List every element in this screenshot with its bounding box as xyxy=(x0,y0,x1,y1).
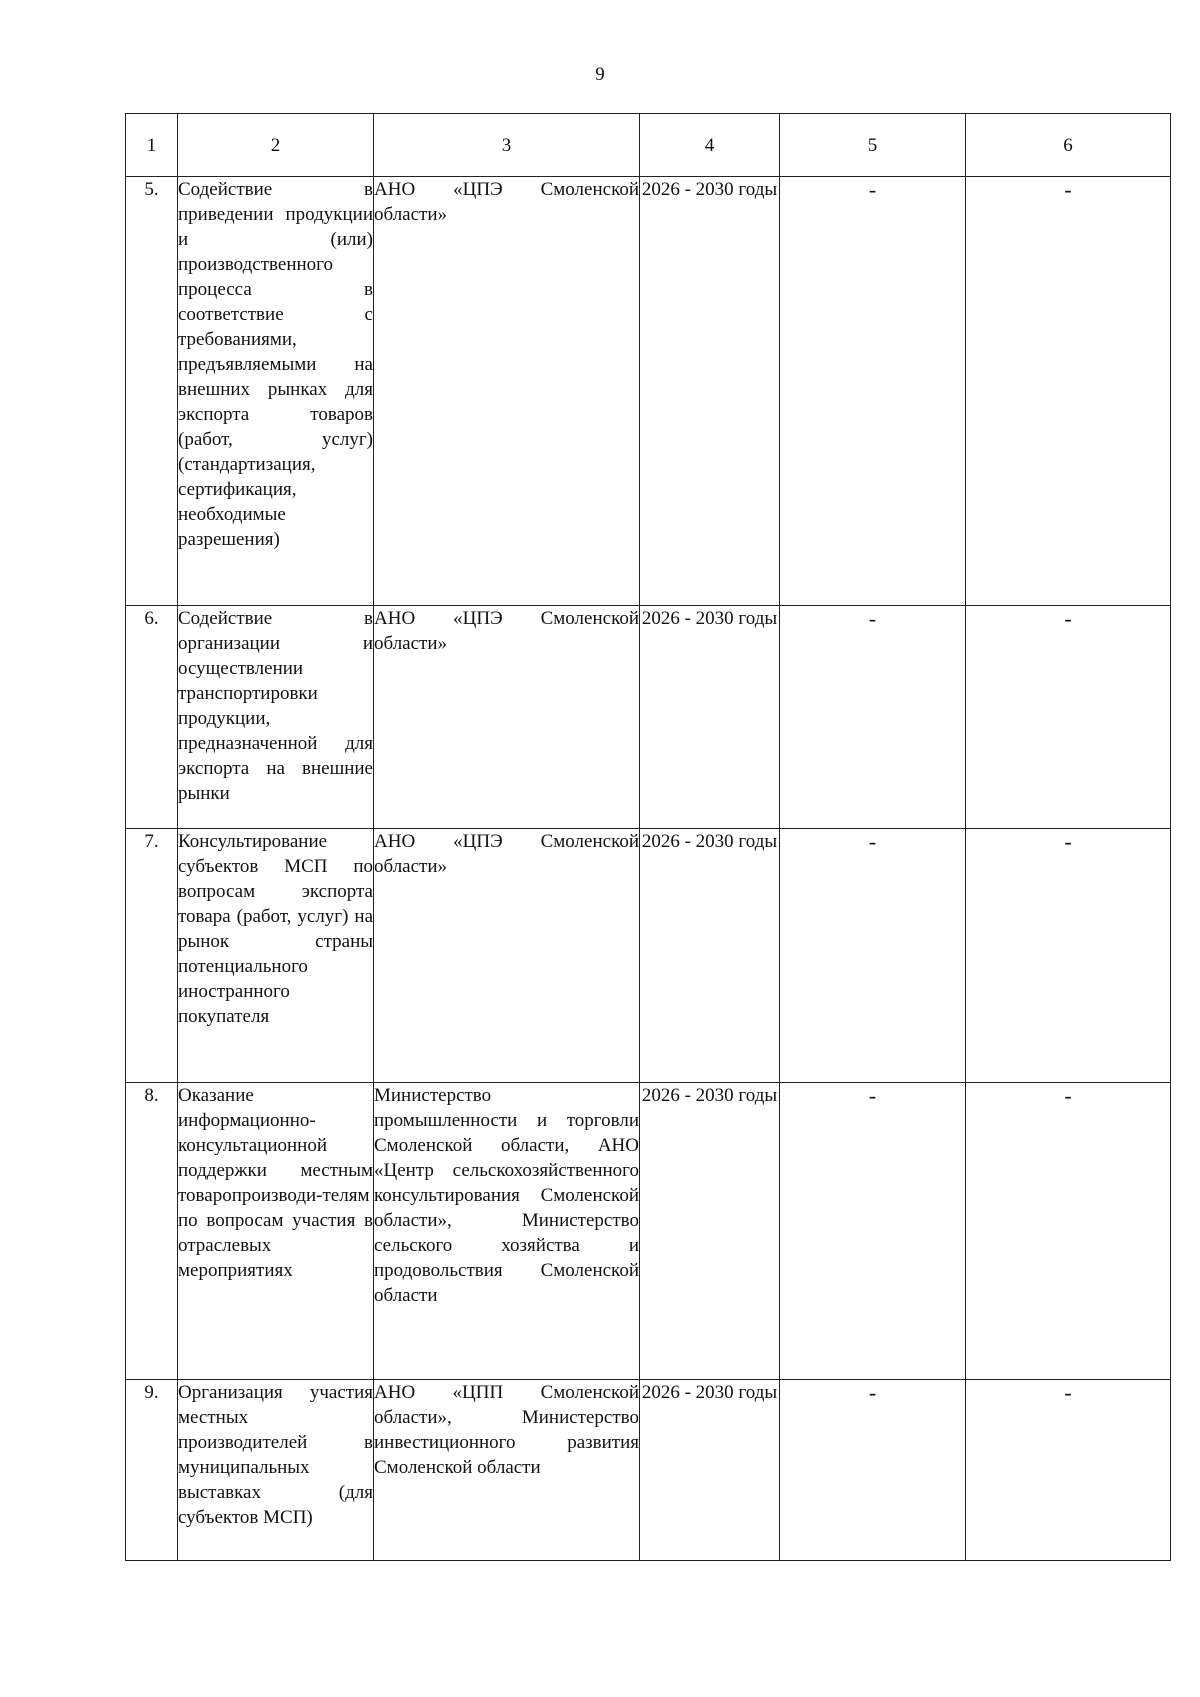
table-row xyxy=(126,177,1171,606)
header-col-4: 4 xyxy=(640,114,780,177)
col6-value: - xyxy=(966,1380,1171,1561)
measure-name: Содействие в организации и осуществлении транспортировки продукции, предназначенной для экспорта на внешние рынки xyxy=(178,606,374,829)
period: 2026 - 2030 годы xyxy=(640,1380,780,1561)
header-row xyxy=(126,114,1171,177)
col6-value: - xyxy=(966,177,1171,606)
row-number: 7. xyxy=(126,829,178,1083)
measures-table xyxy=(125,113,1171,1561)
col5-value: - xyxy=(780,177,966,606)
col6-value: - xyxy=(966,829,1171,1083)
responsible-org: АНО «ЦПЭ Смоленской области» xyxy=(374,829,640,1083)
header-col-3: 3 xyxy=(374,114,640,177)
header-col-1: 1 xyxy=(126,114,178,177)
col6-value: - xyxy=(966,606,1171,829)
responsible-org: АНО «ЦПЭ Смоленской области» xyxy=(374,177,640,606)
measure-name: Содействие в приведении продукции и (или) производственного процесса в соответствие с требованиями, предъявляемыми на внешних рынках для экспорта товаров (работ, услуг) (стандартизация, сертификация, необходимые разрешения) xyxy=(178,177,374,606)
header-col-2: 2 xyxy=(178,114,374,177)
measure-name: Консультирование субъектов МСП по вопросам экспорта товара (работ, услуг) на рынок страны потенциального иностранного покупателя xyxy=(178,829,374,1083)
col5-value: - xyxy=(780,606,966,829)
table-row xyxy=(126,1380,1171,1561)
col6-value: - xyxy=(966,1083,1171,1380)
responsible-org: АНО «ЦПЭ Смоленской области» xyxy=(374,606,640,829)
responsible-org: Министерство промышленности и торговли Смоленской области, АНО «Центр сельскохозяйственного консультирования Смоленской области», Министерство сельского хозяйства и продовольствия Смоленской области xyxy=(374,1083,640,1380)
table-row xyxy=(126,606,1171,829)
period: 2026 - 2030 годы xyxy=(640,177,780,606)
col5-value: - xyxy=(780,1380,966,1561)
header-col-5: 5 xyxy=(780,114,966,177)
measure-name: Оказание информационно-консультационной поддержки местным товаропроизводи-телям по вопросам участия в отраслевых мероприятиях xyxy=(178,1083,374,1380)
table-header xyxy=(126,114,1171,177)
header-col-6: 6 xyxy=(966,114,1171,177)
row-number: 9. xyxy=(126,1380,178,1561)
col5-value: - xyxy=(780,1083,966,1380)
measure-name: Организация участия местных производителей в муниципальных выставках (для субъектов МСП) xyxy=(178,1380,374,1561)
table-body xyxy=(126,177,1171,1561)
page-number: 9 xyxy=(595,64,605,85)
table-row xyxy=(126,1083,1171,1380)
responsible-org: АНО «ЦПП Смоленской области», Министерство инвестиционного развития Смоленской области xyxy=(374,1380,640,1561)
col5-value: - xyxy=(780,829,966,1083)
period: 2026 - 2030 годы xyxy=(640,1083,780,1380)
row-number: 5. xyxy=(126,177,178,606)
period: 2026 - 2030 годы xyxy=(640,606,780,829)
period: 2026 - 2030 годы xyxy=(640,829,780,1083)
row-number: 6. xyxy=(126,606,178,829)
row-number: 8. xyxy=(126,1083,178,1380)
table-row xyxy=(126,829,1171,1083)
